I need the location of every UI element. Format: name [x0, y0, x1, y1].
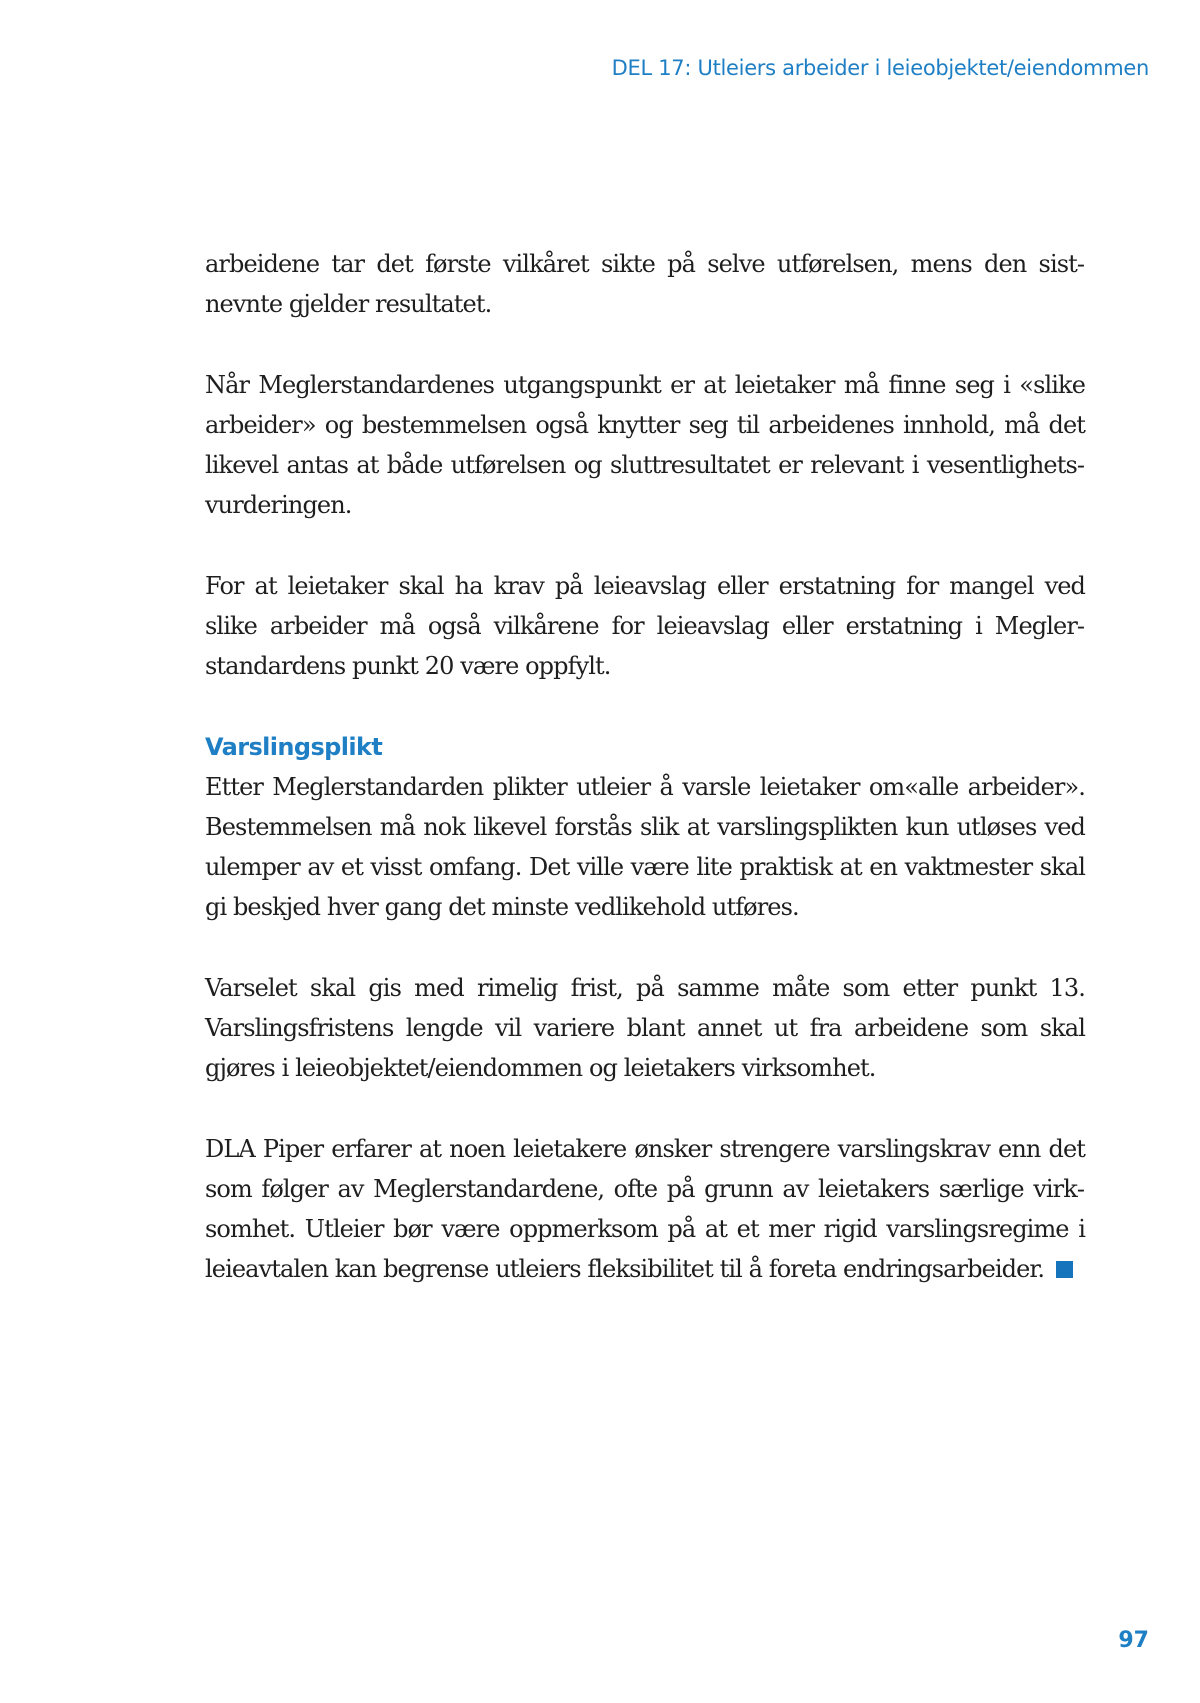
paragraph-6-text: DLA Piper erfarer at noen leietakere ønsker strengere varslingskrav enn det som følger av Meglerstandardene, ofte på grunn av leietakers særlige virksomhet. Utleier bør være oppmerksom på at et mer rigid varslingsregime i leieavtalen kan begrense utleiers fleksibilitet til å foreta endringsarbeider.: [205, 1135, 1085, 1283]
end-of-article-icon: [1056, 1261, 1073, 1278]
section-heading-varslingsplikt: Varslingsplikt: [205, 733, 383, 761]
paragraph-4: Etter Meglerstandarden plikter utleier å varsle leietaker om«alle arbeider». Bestemmelsen må nok likevel forstås slik at varslingsplikten kun utløses ved ulemper av et visst omfang. Det ville være lite praktisk at en vaktmester skal gi beskjed hver gang det minste vedlikehold utføres.: [205, 773, 1085, 921]
paragraph-2: Når Meglerstandardenes utgangspunkt er at leietaker må finne seg i «slike arbeider» og bestemmelsen også knytter seg til arbeidenes innhold, må det likevel antas at både utførelsen og sluttresultatet er relevant i vesentlighetsvurderingen.: [205, 371, 1085, 519]
paragraph-1: arbeidene tar det første vilkåret sikte på selve utførelsen, mens den sistnevnte gjelder resultatet.: [205, 250, 1085, 318]
main-content: [205, 244, 1085, 1330]
page-number: 97: [1118, 1628, 1149, 1653]
paragraph-5: Varselet skal gis med rimelig frist, på samme måte som etter punkt 13. Varslingsfristens lengde vil variere blant annet ut fra arbeidene som skal gjøres i leieobjektet/eiendommen og leietakers virksomhet.: [205, 974, 1085, 1082]
paragraph-3: For at leietaker skal ha krav på leieavslag eller erstatning for mangel ved slike arbeider må også vilkårene for leieavslag eller erstatning i Meglerstandardens punkt 20 være oppfylt.: [205, 572, 1085, 680]
paragraph-6: [205, 1129, 1085, 1289]
running-header: DEL 17: Utleiers arbeider i leieobjektet/eiendommen: [611, 56, 1149, 80]
